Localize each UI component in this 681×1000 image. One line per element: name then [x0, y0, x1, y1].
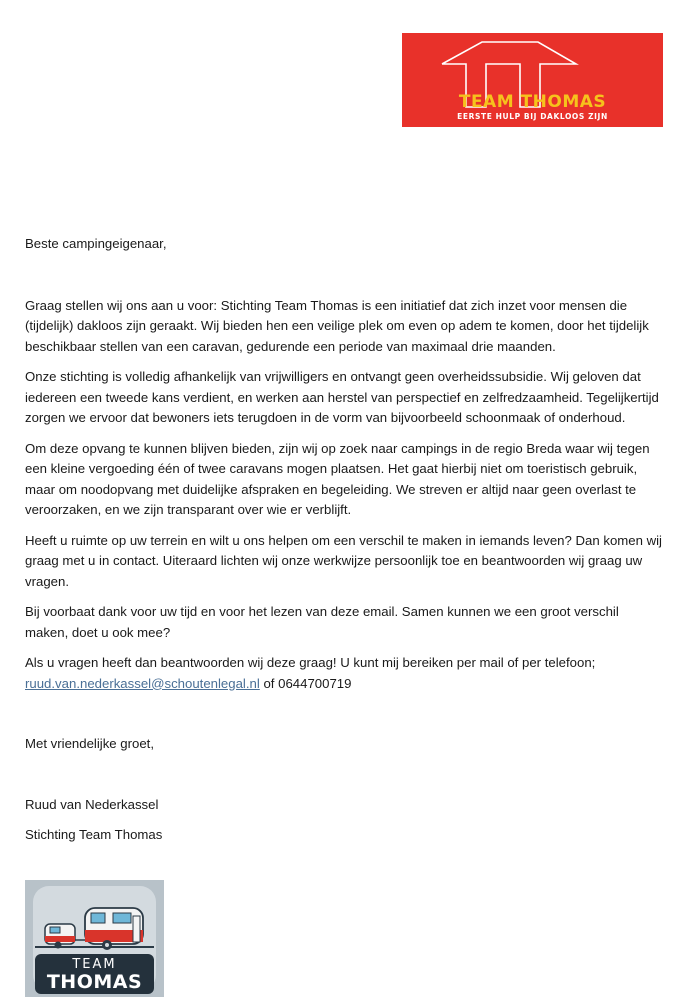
contact-intro: Als u vragen heeft dan beantwoorden wij deze graag! U kunt mij bereiken per mail of per telefoon; [25, 655, 596, 670]
paragraph-contact-invite: Heeft u ruimte op uw terrein en wilt u ons helpen om een verschil te maken in iemands leven? Dan komen wij graag met u in contact. Uiteraard lichten wij onze werkwijze persoonlijk toe en beantwoorden wij graag uw vragen. [25, 532, 662, 589]
team-thomas-footer-logo [25, 880, 164, 997]
paragraph-thanks: Bij voorbaat dank voor uw tijd en voor het lezen van deze email. Samen kunnen we een groot verschil maken, doet u ook mee? [25, 604, 619, 640]
email-link[interactable]: ruud.van.nederkassel@schoutenlegal.nl [25, 675, 260, 691]
organization-name: Stichting Team Thomas [25, 827, 163, 842]
footer-logo-line2: THOMAS [46, 971, 143, 993]
logo-title: TEAM THOMAS [458, 92, 607, 112]
paragraph-contact-details [25, 653, 665, 694]
logo-subtitle: EERSTE HULP BIJ DAKLOOS ZIJN [457, 112, 608, 121]
paragraph-request: Om deze opvang te kunnen blijven bieden, zijn wij op zoek naar campings in de regio Breda waar wij tegen een kleine vergoeding één of twee caravans mogen plaatsen. Het gaat hierbij niet om toeristisch gebruik, maar om noodopvang met duidelijke afspraken en begeleiding. We streven er altijd naar geen overlast te veroorzaken, en we zijn transparant over wie er verblijft. [25, 440, 650, 517]
letter-greeting: Beste campingeigenaar, [25, 236, 167, 251]
signer-name: Ruud van Nederkassel [25, 796, 159, 812]
team-thomas-header-logo [402, 33, 663, 127]
spacer [25, 704, 665, 734]
closing: Met vriendelijke groet, [25, 736, 155, 751]
footer-logo-line1: TEAM [72, 957, 117, 972]
paragraph-volunteers: Onze stichting is volledig afhankelijk van vrijwilligers en ontvangt geen overheidssubsidie. Wij geloven dat iedereen een tweede kans verdient, en werken aan herstel van perspectief en zelfredzaamheid. Tegelijkertijd zorgen we ervoor dat bewoners iets terugdoen in de vorm van bijvoorbeeld schoonmaak of onderhoud. [25, 369, 659, 425]
letter-body [25, 234, 665, 856]
phone-number: 0644700719 [278, 675, 352, 691]
contact-or: of [259, 675, 279, 691]
paragraph-introduction: Graag stellen wij ons aan u voor: Stichting Team Thomas is een initiatief dat zich inzet voor mensen die (tijdelijk) dakloos zijn geraakt. Wij bieden hen een veilige plek om even op adem te komen, door het tijdelijk beschikbaar stellen van een caravan, gedurende een periode van maximaal drie maanden. [25, 297, 649, 354]
